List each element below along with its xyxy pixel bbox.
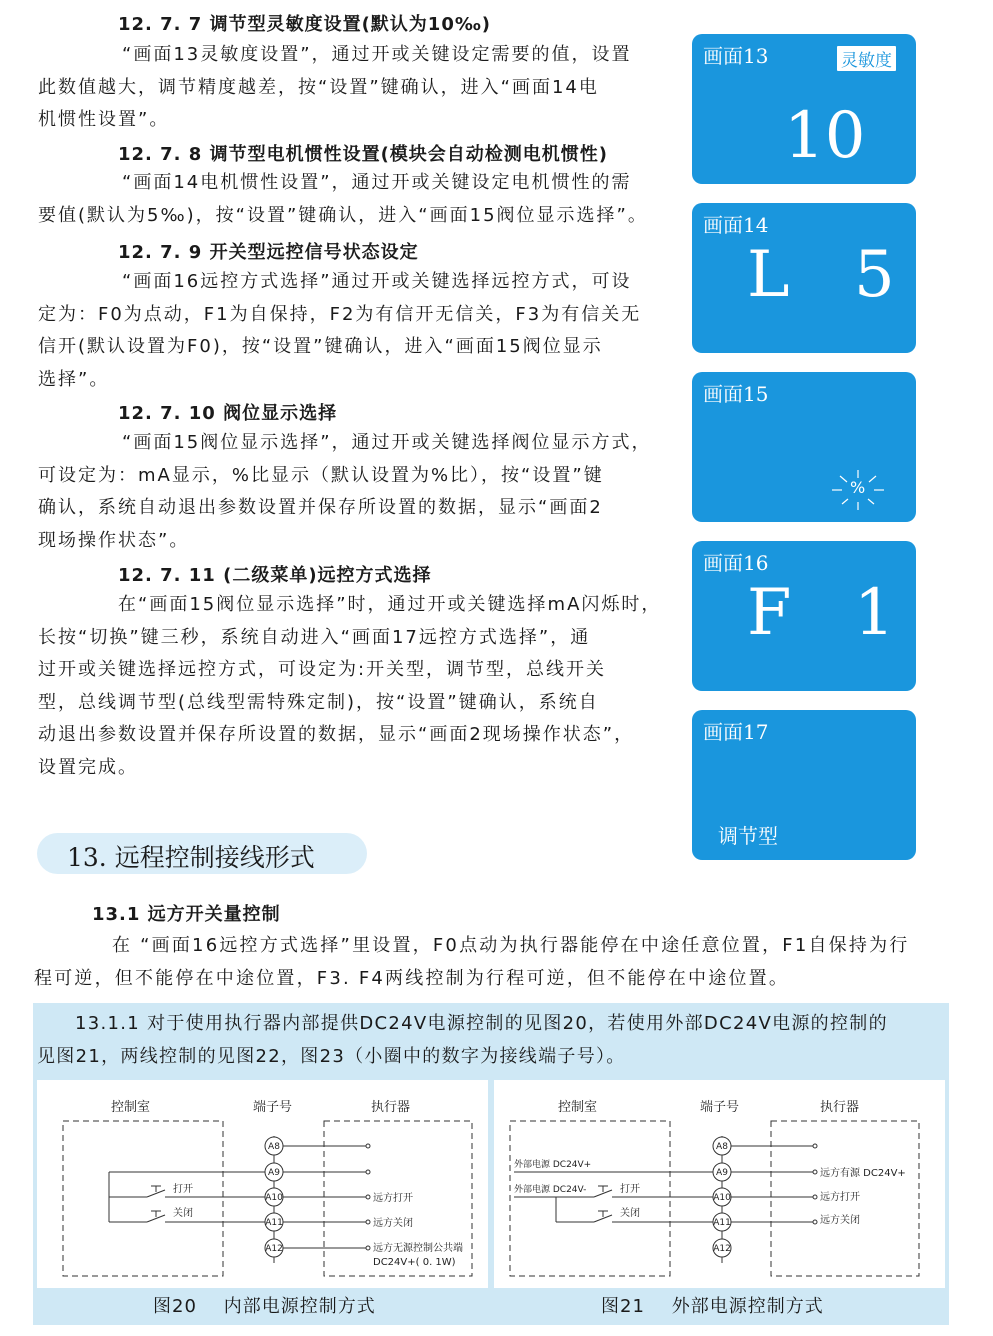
section-title: 13. 远程控制接线形式 [67,843,315,872]
heading-12-7-10: 12. 7. 10 阀位显示选择 [118,403,338,424]
right-label: 远方关闭 [820,1215,860,1226]
switch-label: 打开 [620,1184,640,1195]
terminal-label: A9 [716,1168,728,1178]
fig-header: 执行器 [371,1100,411,1115]
figure-20-caption: 图20 内部电源控制方式 [153,1296,376,1317]
fig-header: 控制室 [111,1100,151,1115]
para-13-1-1 [37,1008,888,1073]
panel-left-value: F [747,576,792,650]
para-12-7-11 [38,589,661,785]
text-line: 在“画面15阀位显示选择”时，通过开或关键选择mA闪烁时， [118,594,662,615]
fig-header: 控制室 [558,1100,598,1115]
text-line: 13.1.1 对于使用执行器内部提供DC24V电源控制的见图20，若使用外部DC24V电源的控制的 [75,1013,888,1034]
right-label: 远方无源控制公共端 [373,1243,463,1254]
heading-13-1: 13.1 远方开关量控制 [92,904,281,925]
display-panel-16 [692,541,916,691]
left-label: 外部电源 DC24V+ [514,1160,592,1170]
right-label: 远方有源 DC24V+ [820,1168,906,1179]
text-line: 见图21，两线控制的见图22，图23（小圈中的数字为接线端子号）。 [37,1045,626,1067]
heading-12-7-11: 12. 7. 11 (二级菜单)远控方式选择 [118,565,432,586]
heading-12-7-9: 12. 7. 9 开关型远控信号状态设定 [118,242,419,263]
figure-20-diagram [37,1080,488,1288]
right-label: 远方关闭 [373,1218,413,1229]
text-line: “画面16远控方式选择”通过开或关键选择远控方式，可设 [122,271,632,292]
terminal-label: A8 [268,1142,280,1152]
text-line: 型，总线调节型(总线型需特殊定制)，按“设置”键确认，系统自 [38,691,599,713]
text-line: 现场操作状态”。 [38,529,190,551]
text-line: 机惯性设置”。 [38,109,170,131]
fig-header: 端子号 [700,1100,740,1115]
text-line: 信开(默认设置为F0)，按“设置”键确认，进入“画面15阀位显示 [38,336,603,358]
text-line: “画面15阀位显示选择”，通过开或关键选择阀位显示方式， [122,432,652,453]
text-line: “画面13灵敏度设置”，通过开或关键设定需要的值，设置 [122,44,632,65]
panel-title: 画面13 [703,44,769,68]
panel-title: 画面17 [703,720,769,744]
text-line: “画面14电机惯性设置”，通过开或关键设定电机惯性的需 [122,172,632,193]
text-line: 在 “画面16远控方式选择”里设置，F0点动为执行器能停在中途任意位置，F1自保持为行 [112,935,910,956]
terminal-label: A9 [268,1168,280,1178]
text-line: 要值(默认为5‰)，按“设置”键确认，进入“画面15阀位显示选择”。 [38,204,648,226]
switch-label: 打开 [173,1184,193,1195]
wiring-figures-box [33,1003,949,1325]
text-line: 可设定为：mA显示，%比显示（默认设置为%比），按“设置”键 [38,464,604,486]
sensitivity-badge: 灵敏度 [837,46,896,71]
display-panel-17 [692,710,916,860]
para-13-1 [34,930,909,995]
terminal-label: A12 [265,1244,283,1254]
text-line: 过开或关键选择远控方式，可设定为:开关型，调节型，总线开关 [38,659,607,681]
panel-right-value: 1 [854,576,895,650]
text-line: 设置完成。 [38,756,138,778]
figure-21-diagram [494,1080,945,1288]
terminal-label: A10 [713,1193,731,1203]
text-line: 程可逆，但不能停在中途位置，F3. F4两线控制为行程可逆，但不能停在中途位置。 [34,967,790,989]
display-panel-15 [692,372,916,522]
display-panel-13 [692,34,916,184]
fig-header: 端子号 [253,1100,293,1115]
terminal-label: A12 [713,1244,731,1254]
right-label: 远方打开 [820,1192,860,1203]
switch-label: 关闭 [620,1208,640,1219]
panel-value: 10 [784,99,866,173]
section-13-header [37,833,367,874]
text-line: 此数值越大，调节精度越差，按“设置”键确认，进入“画面14电 [38,76,599,98]
panel-mode-text: 调节型 [718,824,778,848]
blinking-percent-icon [828,468,888,512]
right-label: 远方打开 [373,1193,413,1204]
panel-left-value: L [747,238,790,312]
panel-title: 画面14 [703,213,769,237]
panel-title: 画面15 [703,382,769,406]
figure-21-caption: 图21 外部电源控制方式 [601,1296,824,1317]
percent-symbol: % [850,478,866,497]
para-12-7-10 [38,427,652,557]
para-12-7-8 [38,167,648,232]
text-line: 确认，系统自动退出参数设置并保存所设置的数据，显示“画面2 [38,497,603,519]
para-12-7-9 [38,266,641,396]
terminal-label: A8 [716,1142,728,1152]
left-label: 外部电源 DC24V- [514,1185,587,1195]
fig-header: 执行器 [820,1100,860,1115]
para-12-7-7 [38,39,632,137]
panel-title: 画面16 [703,551,769,575]
terminal-label: A11 [713,1218,731,1228]
text-line: 长按“切换”键三秒，系统自动进入“画面17远控方式选择”，通 [38,626,591,648]
text-line: 动退出参数设置并保存所设置的数据，显示“画面2现场操作状态”， [38,724,635,746]
heading-12-7-8: 12. 7. 8 调节型电机惯性设置(模块会自动检测电机惯性) [118,144,609,165]
display-panel-14 [692,203,916,353]
text-line: 选择”。 [38,368,110,390]
switch-label: 关闭 [173,1208,193,1219]
heading-12-7-7: 12. 7. 7 调节型灵敏度设置(默认为10‰) [118,14,491,35]
terminal-label: A10 [265,1193,283,1203]
right-label: DC24V+( 0. 1W) [373,1257,456,1268]
panel-right-value: 5 [854,238,895,312]
terminal-label: A11 [265,1218,283,1228]
text-line: 定为：F0为点动，F1为自保持，F2为有信开无信关，F3为有信关无 [38,303,642,325]
